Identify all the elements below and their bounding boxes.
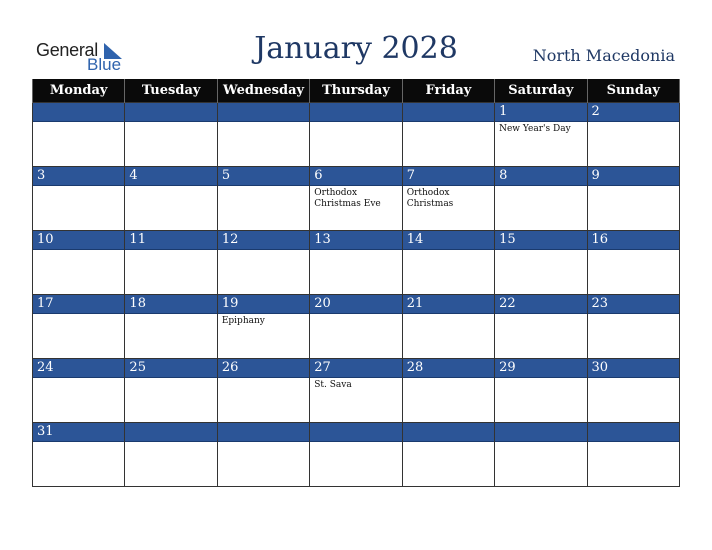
day-cell: [125, 423, 217, 487]
day-number: 8: [495, 167, 586, 186]
day-number: 2: [588, 103, 679, 122]
day-number: 3: [33, 167, 124, 186]
day-number: 4: [125, 167, 216, 186]
calendar-grid: [32, 79, 680, 487]
day-cell: [402, 423, 494, 487]
day-cell: [33, 231, 125, 295]
day-cell: [495, 231, 587, 295]
holiday-label: St. Sava: [314, 380, 352, 390]
day-cell: [402, 167, 494, 231]
day-cell: [310, 423, 402, 487]
day-number: 7: [403, 167, 494, 186]
day-number: 9: [588, 167, 679, 186]
day-number: 26: [218, 359, 309, 378]
day-number: [495, 423, 586, 442]
day-number: 11: [125, 231, 216, 250]
day-cell: [495, 295, 587, 359]
holiday-label: Orthodox Christmas: [406, 188, 454, 209]
logo-word-blue: Blue: [87, 55, 122, 74]
day-number: [403, 423, 494, 442]
weekday-header-row: [33, 79, 680, 103]
day-cell: [310, 103, 402, 167]
holiday-label: Orthodox Christmas Eve: [314, 188, 381, 209]
week-row: [33, 103, 680, 167]
day-number: 15: [495, 231, 586, 250]
day-cell: [495, 103, 587, 167]
page-title: January 2028: [254, 31, 458, 66]
day-number: 29: [495, 359, 586, 378]
day-cell: [495, 359, 587, 423]
day-number: 21: [403, 295, 494, 314]
day-number: 18: [125, 295, 216, 314]
day-number: [588, 423, 679, 442]
day-number: 30: [588, 359, 679, 378]
day-cell: [310, 167, 402, 231]
week-row: [33, 359, 680, 423]
day-cell: [217, 423, 309, 487]
day-cell: [217, 103, 309, 167]
day-cell: [125, 295, 217, 359]
day-cell: [587, 295, 679, 359]
day-cell: [217, 231, 309, 295]
day-number: 20: [310, 295, 401, 314]
day-cell: [495, 423, 587, 487]
week-row: [33, 167, 680, 231]
day-cell: [310, 231, 402, 295]
day-number: 27: [310, 359, 401, 378]
day-number: [125, 423, 216, 442]
weekday-header: Wednesday: [217, 79, 309, 103]
week-row: [33, 423, 680, 487]
day-cell: [217, 167, 309, 231]
day-number: 22: [495, 295, 586, 314]
day-cell: [217, 359, 309, 423]
weekday-header: Thursday: [310, 79, 402, 103]
day-cell: [402, 231, 494, 295]
day-cell: [587, 359, 679, 423]
day-number: [218, 103, 309, 122]
day-number: 14: [403, 231, 494, 250]
weekday-header: Tuesday: [125, 79, 217, 103]
day-cell: [217, 295, 309, 359]
day-number: 17: [33, 295, 124, 314]
weekday-header: Monday: [33, 79, 125, 103]
logo-word-general: General: [36, 40, 98, 60]
day-cell: [33, 103, 125, 167]
day-cell: [310, 359, 402, 423]
holiday-label: New Year's Day: [499, 124, 571, 134]
day-cell: [587, 231, 679, 295]
day-cell: [587, 423, 679, 487]
day-number: [310, 103, 401, 122]
week-row: [33, 231, 680, 295]
day-cell: [125, 231, 217, 295]
week-row: [33, 295, 680, 359]
holiday-label: Epiphany: [221, 316, 265, 326]
day-number: [125, 103, 216, 122]
day-cell: [402, 359, 494, 423]
day-number: [33, 103, 124, 122]
day-cell: [33, 359, 125, 423]
country-label: North Macedonia: [532, 46, 675, 65]
day-number: 28: [403, 359, 494, 378]
day-cell: [495, 167, 587, 231]
day-cell: [33, 295, 125, 359]
day-number: [403, 103, 494, 122]
day-cell: [587, 103, 679, 167]
day-number: 1: [495, 103, 586, 122]
day-number: 23: [588, 295, 679, 314]
day-cell: [125, 103, 217, 167]
day-cell: [402, 103, 494, 167]
weekday-header: Sunday: [587, 79, 679, 103]
day-cell: [402, 295, 494, 359]
day-number: 10: [33, 231, 124, 250]
day-number: 13: [310, 231, 401, 250]
day-cell: [125, 359, 217, 423]
day-number: [310, 423, 401, 442]
day-number: 24: [33, 359, 124, 378]
day-number: 25: [125, 359, 216, 378]
day-cell: [125, 167, 217, 231]
day-number: 16: [588, 231, 679, 250]
weekday-header: Saturday: [495, 79, 587, 103]
day-number: [218, 423, 309, 442]
weekday-header: Friday: [402, 79, 494, 103]
day-number: 5: [218, 167, 309, 186]
day-number: 12: [218, 231, 309, 250]
day-number: 31: [33, 423, 124, 442]
day-cell: [33, 167, 125, 231]
day-number: 6: [310, 167, 401, 186]
day-cell: [587, 167, 679, 231]
day-cell: [310, 295, 402, 359]
day-number: 19: [218, 295, 309, 314]
day-cell: [33, 423, 125, 487]
